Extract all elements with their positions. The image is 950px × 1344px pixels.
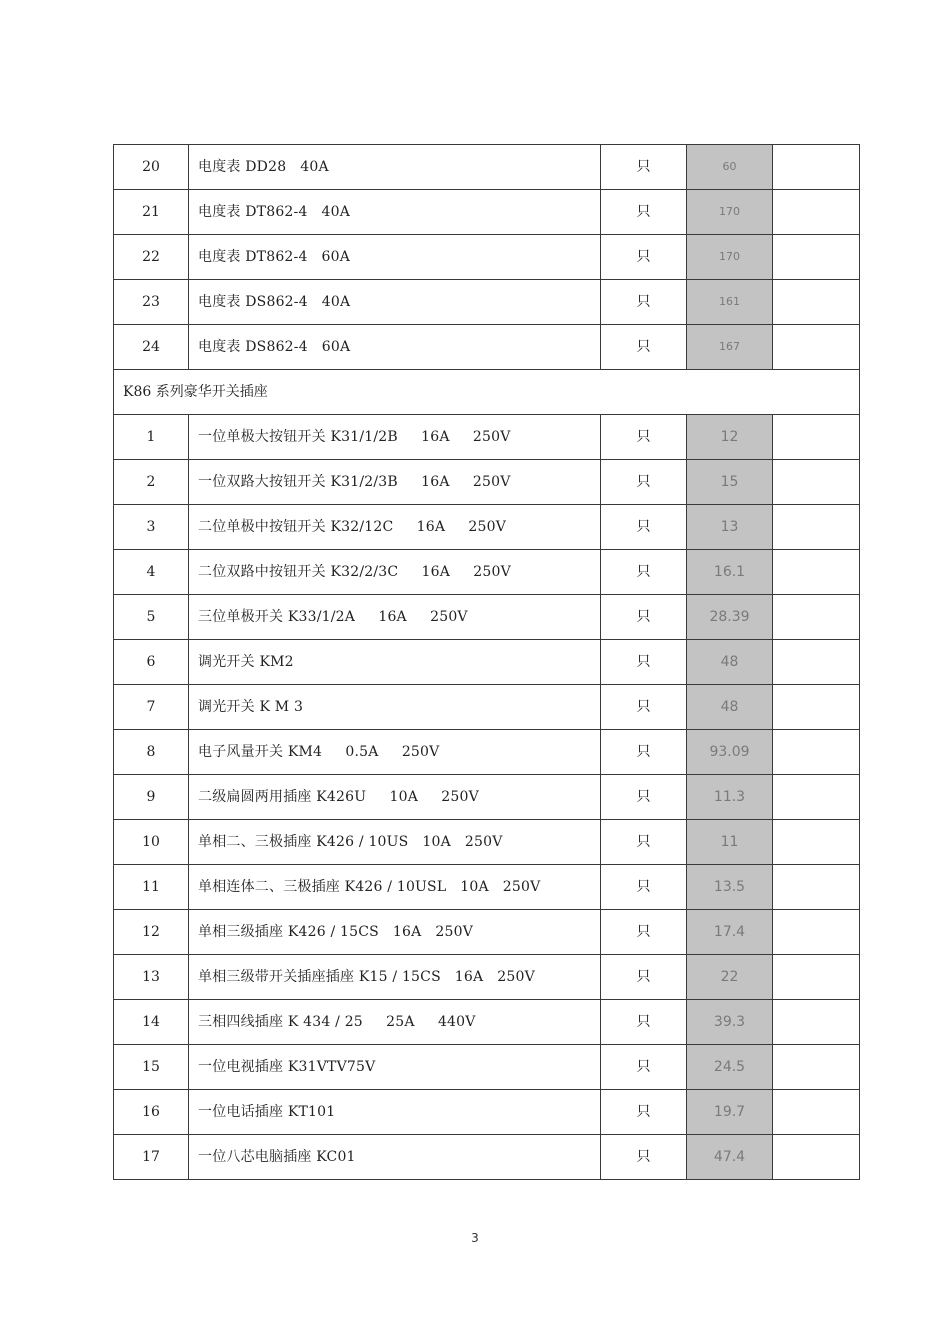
table-row xyxy=(114,1045,860,1090)
item-remark xyxy=(773,1000,860,1045)
item-name: 二级扁圆两用插座 K426U 10A 250V xyxy=(189,775,601,820)
item-number: 13 xyxy=(114,955,189,1000)
table-row xyxy=(114,820,860,865)
item-price: 16.1 xyxy=(687,550,773,595)
item-unit: 只 xyxy=(601,640,687,685)
table-row xyxy=(114,235,860,280)
item-number: 7 xyxy=(114,685,189,730)
item-name: 单相三级带开关插座插座 K15 / 15CS 16A 250V xyxy=(189,955,601,1000)
item-name: 一位电视插座 K31VTV75V xyxy=(189,1045,601,1090)
item-name: 三相四线插座 K 434 / 25 25A 440V xyxy=(189,1000,601,1045)
item-name: 电度表 DT862-4 60A xyxy=(189,235,601,280)
item-number: 8 xyxy=(114,730,189,775)
item-price: 13 xyxy=(687,505,773,550)
item-unit: 只 xyxy=(601,145,687,190)
item-remark xyxy=(773,235,860,280)
item-price: 93.09 xyxy=(687,730,773,775)
item-unit: 只 xyxy=(601,775,687,820)
table-row xyxy=(114,1090,860,1135)
item-price: 167 xyxy=(687,325,773,370)
item-remark xyxy=(773,595,860,640)
item-price: 39.3 xyxy=(687,1000,773,1045)
item-remark xyxy=(773,325,860,370)
table-row xyxy=(114,325,860,370)
item-unit: 只 xyxy=(601,505,687,550)
item-number: 9 xyxy=(114,775,189,820)
item-price: 19.7 xyxy=(687,1090,773,1135)
table-row xyxy=(114,280,860,325)
table-row xyxy=(114,685,860,730)
item-price: 47.4 xyxy=(687,1135,773,1180)
item-price: 48 xyxy=(687,685,773,730)
item-price: 170 xyxy=(687,235,773,280)
item-name: 二位双路中按钮开关 K32/2/3C 16A 250V xyxy=(189,550,601,595)
table-row xyxy=(114,1000,860,1045)
item-unit: 只 xyxy=(601,460,687,505)
page-number: 3 xyxy=(471,1231,479,1245)
item-price: 13.5 xyxy=(687,865,773,910)
item-number: 22 xyxy=(114,235,189,280)
item-price: 48 xyxy=(687,640,773,685)
item-unit: 只 xyxy=(601,550,687,595)
item-unit: 只 xyxy=(601,1135,687,1180)
item-price: 24.5 xyxy=(687,1045,773,1090)
item-number: 6 xyxy=(114,640,189,685)
item-name: 二位单极中按钮开关 K32/12C 16A 250V xyxy=(189,505,601,550)
item-name: 单相三级插座 K426 / 15CS 16A 250V xyxy=(189,910,601,955)
table-row xyxy=(114,1135,860,1180)
item-remark xyxy=(773,280,860,325)
item-price: 15 xyxy=(687,460,773,505)
item-unit: 只 xyxy=(601,820,687,865)
item-price: 17.4 xyxy=(687,910,773,955)
item-remark xyxy=(773,820,860,865)
item-remark xyxy=(773,145,860,190)
item-remark xyxy=(773,1090,860,1135)
item-remark xyxy=(773,1135,860,1180)
price-list-body xyxy=(114,145,860,1180)
item-number: 21 xyxy=(114,190,189,235)
item-number: 4 xyxy=(114,550,189,595)
table-row xyxy=(114,595,860,640)
item-number: 1 xyxy=(114,415,189,460)
item-remark xyxy=(773,190,860,235)
item-remark xyxy=(773,460,860,505)
item-number: 3 xyxy=(114,505,189,550)
item-name: 电度表 DT862-4 40A xyxy=(189,190,601,235)
item-number: 5 xyxy=(114,595,189,640)
item-name: 调光开关 K M 3 xyxy=(189,685,601,730)
table-row xyxy=(114,190,860,235)
item-number: 2 xyxy=(114,460,189,505)
table-row xyxy=(114,415,860,460)
item-price: 11.3 xyxy=(687,775,773,820)
item-name: 单相连体二、三极插座 K426 / 10USL 10A 250V xyxy=(189,865,601,910)
item-number: 12 xyxy=(114,910,189,955)
item-remark xyxy=(773,640,860,685)
item-remark xyxy=(773,730,860,775)
item-remark xyxy=(773,1045,860,1090)
item-price: 12 xyxy=(687,415,773,460)
item-name: 单相二、三极插座 K426 / 10US 10A 250V xyxy=(189,820,601,865)
item-price: 161 xyxy=(687,280,773,325)
item-remark xyxy=(773,550,860,595)
item-name: 电度表 DS862-4 40A xyxy=(189,280,601,325)
table-row xyxy=(114,640,860,685)
item-remark xyxy=(773,685,860,730)
table-row xyxy=(114,505,860,550)
item-name: 一位电话插座 KT101 xyxy=(189,1090,601,1135)
item-unit: 只 xyxy=(601,730,687,775)
item-remark xyxy=(773,505,860,550)
item-number: 10 xyxy=(114,820,189,865)
item-name: 电子风量开关 KM4 0.5A 250V xyxy=(189,730,601,775)
item-price: 170 xyxy=(687,190,773,235)
item-number: 14 xyxy=(114,1000,189,1045)
item-number: 16 xyxy=(114,1090,189,1135)
price-list-table xyxy=(113,144,860,1180)
item-name: 一位单极大按钮开关 K31/1/2B 16A 250V xyxy=(189,415,601,460)
table-row xyxy=(114,865,860,910)
item-price: 22 xyxy=(687,955,773,1000)
table-row xyxy=(114,730,860,775)
item-number: 24 xyxy=(114,325,189,370)
item-number: 11 xyxy=(114,865,189,910)
item-unit: 只 xyxy=(601,280,687,325)
item-name: 电度表 DS862-4 60A xyxy=(189,325,601,370)
item-number: 17 xyxy=(114,1135,189,1180)
table-row xyxy=(114,460,860,505)
item-price: 60 xyxy=(687,145,773,190)
section-title: K86 系列豪华开关插座 xyxy=(114,370,860,415)
table-row xyxy=(114,145,860,190)
item-price: 28.39 xyxy=(687,595,773,640)
item-unit: 只 xyxy=(601,1045,687,1090)
item-price: 11 xyxy=(687,820,773,865)
item-name: 一位双路大按钮开关 K31/2/3B 16A 250V xyxy=(189,460,601,505)
item-name: 调光开关 KM2 xyxy=(189,640,601,685)
item-name: 三位单极开关 K33/1/2A 16A 250V xyxy=(189,595,601,640)
item-remark xyxy=(773,775,860,820)
item-name: 电度表 DD28 40A xyxy=(189,145,601,190)
item-number: 20 xyxy=(114,145,189,190)
item-remark xyxy=(773,910,860,955)
item-remark xyxy=(773,955,860,1000)
item-unit: 只 xyxy=(601,235,687,280)
item-remark xyxy=(773,865,860,910)
item-unit: 只 xyxy=(601,685,687,730)
item-unit: 只 xyxy=(601,865,687,910)
item-unit: 只 xyxy=(601,1090,687,1135)
item-remark xyxy=(773,415,860,460)
item-unit: 只 xyxy=(601,415,687,460)
item-name: 一位八芯电脑插座 KC01 xyxy=(189,1135,601,1180)
item-unit: 只 xyxy=(601,595,687,640)
item-number: 15 xyxy=(114,1045,189,1090)
item-unit: 只 xyxy=(601,955,687,1000)
item-unit: 只 xyxy=(601,1000,687,1045)
item-unit: 只 xyxy=(601,910,687,955)
table-row xyxy=(114,955,860,1000)
table-row xyxy=(114,910,860,955)
item-unit: 只 xyxy=(601,190,687,235)
table-row xyxy=(114,550,860,595)
table-row xyxy=(114,775,860,820)
section-header-row xyxy=(114,370,860,415)
item-number: 23 xyxy=(114,280,189,325)
item-unit: 只 xyxy=(601,325,687,370)
